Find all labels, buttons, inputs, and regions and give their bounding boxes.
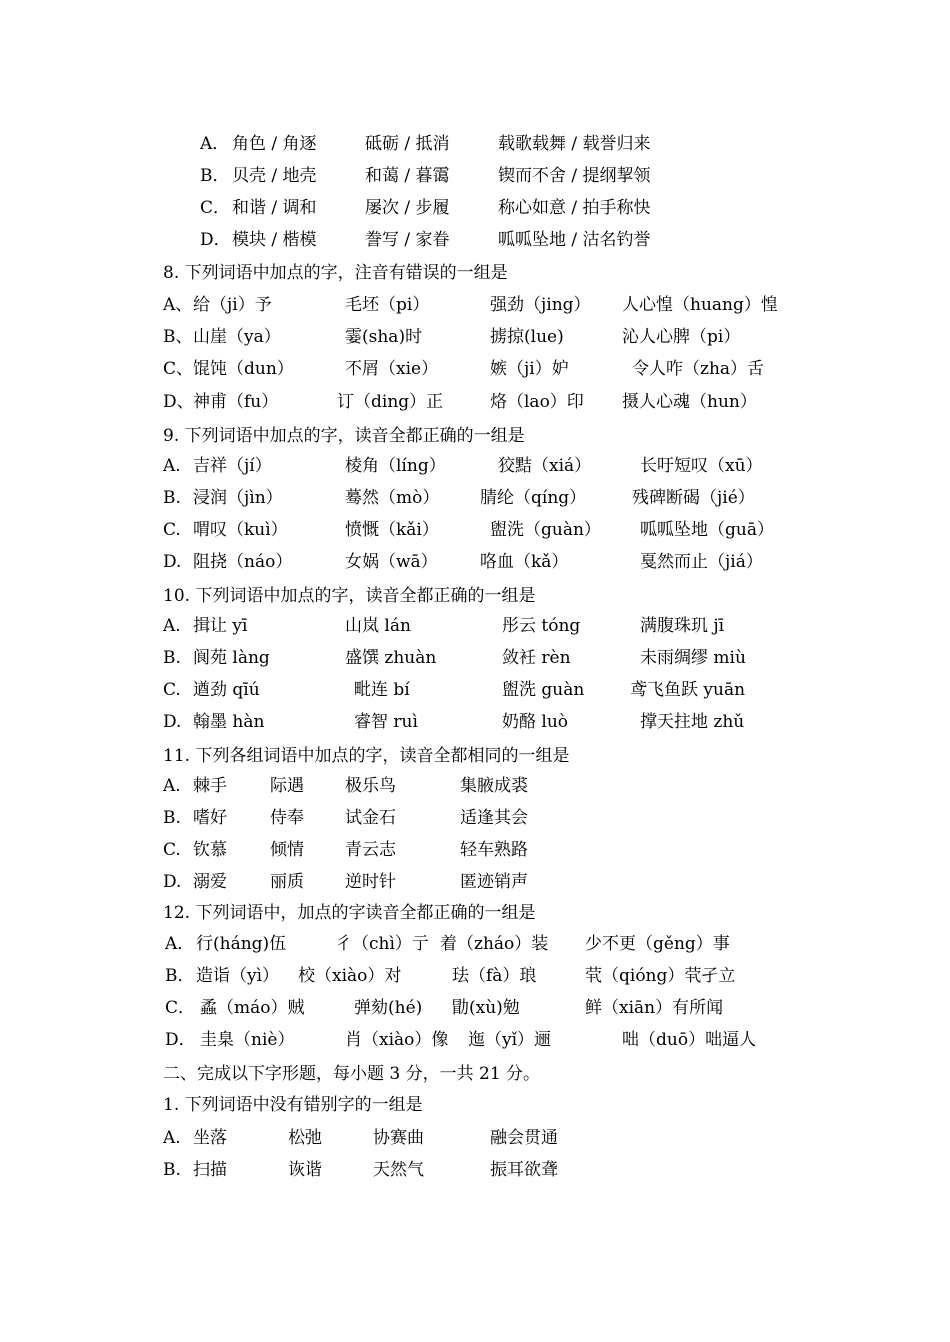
option-term: 吉祥（jí） [193, 456, 272, 476]
option-term: 贝壳 / 地壳 [232, 166, 317, 186]
option-label: C、 [163, 359, 194, 379]
option-term: 嗜好 [193, 808, 227, 828]
option-term: 咄（duō）咄逼人 [622, 1030, 757, 1050]
option-row [0, 869, 950, 895]
option-row [0, 1027, 950, 1053]
option-term: 珐（fà）琅 [452, 966, 537, 986]
option-term: 模块 / 楷模 [232, 230, 317, 250]
option-label: A. [163, 456, 181, 476]
option-term: 敛衽 rèn [502, 648, 571, 668]
option-term: 钦慕 [193, 840, 227, 860]
option-term: 融会贯通 [490, 1128, 558, 1148]
option-term: 馄饨（dun） [193, 359, 294, 379]
option-row [0, 645, 950, 671]
option-term: 残碑断碣（jié） [632, 488, 755, 508]
option-row [0, 453, 950, 479]
option-term: 翰墨 hàn [193, 712, 265, 732]
option-row [0, 613, 950, 639]
question-heading: 二、完成以下字形题，每小题 3 分，一共 21 分。 [163, 1064, 541, 1084]
option-term: 满腹珠玑 jī [640, 616, 725, 636]
option-term: 坐落 [193, 1128, 227, 1148]
option-label: A． [200, 134, 230, 154]
option-term: 山崖（ya） [193, 327, 281, 347]
option-term: 彤云 tóng [502, 616, 581, 636]
option-label: C. [163, 520, 181, 540]
option-term: 摄人心魂（hun） [622, 392, 757, 412]
option-term: 誊写 / 家眷 [365, 230, 450, 250]
option-label: D、 [163, 392, 194, 412]
option-term: 振耳欲聋 [490, 1160, 558, 1180]
option-label: A. [163, 616, 181, 636]
option-term: 蓦然（mò） [345, 488, 440, 508]
option-label: D. [163, 872, 182, 892]
option-term: 神甫（fu） [193, 392, 279, 412]
option-term: 毗连 bí [354, 680, 410, 700]
option-term: 行(háng)伍 [196, 934, 287, 954]
option-label: C． [165, 998, 196, 1018]
option-term: 扫描 [193, 1160, 227, 1180]
option-row [0, 1157, 950, 1183]
option-term: 令人咋（zha）舌 [632, 359, 765, 379]
option-term: 倾情 [270, 840, 304, 860]
option-term: 际遇 [270, 776, 304, 796]
option-term: 协赛曲 [373, 1128, 424, 1148]
option-label: B. [163, 1160, 181, 1180]
option-term: 棱角（líng） [345, 456, 446, 476]
option-label: D. [163, 552, 182, 572]
option-term: 丽质 [270, 872, 304, 892]
option-term: 阻挠（náo） [193, 552, 293, 572]
option-term: 人心惶（huang）惶 [622, 295, 778, 315]
option-row [0, 227, 950, 253]
option-row [0, 709, 950, 735]
option-term: 揖让 yī [193, 616, 248, 636]
option-term: 匿迹销声 [460, 872, 528, 892]
option-term: 霎(sha)时 [345, 327, 423, 347]
option-term: 喟叹（kuì） [193, 520, 288, 540]
option-term: 奶酪 luò [502, 712, 569, 732]
option-term: 浸润（jìn） [193, 488, 283, 508]
option-row [0, 292, 950, 318]
option-term: 角色 / 角逐 [232, 134, 317, 154]
option-term: 着（zháo）装 [440, 934, 549, 954]
option-term: 集腋成裘 [460, 776, 528, 796]
option-term: 毛坯（pi） [345, 295, 430, 315]
option-term: 嫉（ji）妒 [490, 359, 569, 379]
option-term: 勖(xù)勉 [452, 998, 520, 1018]
option-term: 撑天拄地 zhǔ [640, 712, 745, 732]
option-row [0, 549, 950, 575]
option-term: 弹劾(hé) [354, 998, 423, 1018]
question-heading: 10. 下列词语中加点的字，读音全都正确的一组是 [163, 586, 536, 606]
option-term: 盛馔 zhuàn [345, 648, 437, 668]
option-row [0, 837, 950, 863]
option-term: 逆时针 [345, 872, 396, 892]
option-term: 给（ji）予 [193, 295, 272, 315]
option-label: B. [163, 808, 181, 828]
option-term: 未雨绸缪 miù [640, 648, 746, 668]
option-term: 校（xiào）对 [298, 966, 402, 986]
option-term: 和谐 / 调和 [232, 198, 317, 218]
option-term: 锲而不舍 / 提纲挈领 [498, 166, 651, 186]
option-label: D. [163, 712, 182, 732]
option-term: 茕（qióng）茕孑立 [585, 966, 736, 986]
option-label: A. [163, 1128, 181, 1148]
option-row [0, 1125, 950, 1151]
option-term: 棘手 [193, 776, 227, 796]
option-term: 青云志 [345, 840, 396, 860]
option-term: 盥洗（guàn） [490, 520, 601, 540]
option-label: B. [163, 648, 181, 668]
option-label: D． [200, 230, 231, 250]
option-term: 屡次 / 步履 [365, 198, 450, 218]
option-term: 长吁短叹（xū） [640, 456, 763, 476]
option-term: 腈纶（qíng） [480, 488, 587, 508]
option-term: 阆苑 làng [193, 648, 270, 668]
option-term: 盥洗 guàn [502, 680, 585, 700]
option-term: 山岚 lán [345, 616, 411, 636]
question-heading: 8. 下列词语中加点的字，注音有错误的一组是 [163, 263, 508, 283]
option-term: 女娲（wā） [345, 552, 438, 572]
option-row [0, 931, 950, 957]
option-term: 鲜（xiān）有所闻 [585, 998, 724, 1018]
option-term: 咯血（kǎ） [480, 552, 569, 572]
option-term: 订（ding）正 [337, 392, 444, 412]
option-label: B. [163, 488, 181, 508]
option-term: 天然气 [373, 1160, 424, 1180]
option-label: C. [163, 840, 181, 860]
option-term: 肖（xiào）像 [345, 1030, 449, 1050]
option-term: 强劲（jing） [490, 295, 591, 315]
option-row [0, 963, 950, 989]
option-term: 蟊（máo）贼 [200, 998, 305, 1018]
option-label: B． [165, 966, 195, 986]
option-row [0, 485, 950, 511]
option-term: 造诣（yì） [196, 966, 280, 986]
question-heading: 12. 下列词语中，加点的字读音全都正确的一组是 [163, 903, 536, 923]
option-term: 不屑（xie） [345, 359, 439, 379]
option-term: 沁人心脾（pi） [622, 327, 741, 347]
option-term: 迤（yǐ）逦 [468, 1030, 552, 1050]
option-label: B． [200, 166, 230, 186]
option-term: 松弛 [288, 1128, 322, 1148]
option-label: B、 [163, 327, 193, 347]
option-term: 和蔼 / 暮霭 [365, 166, 450, 186]
option-term: 极乐鸟 [345, 776, 396, 796]
option-row [0, 995, 950, 1021]
option-term: 少不更（gěng）事 [585, 934, 730, 954]
option-label: D． [165, 1030, 196, 1050]
option-row [0, 356, 950, 382]
option-term: 睿智 ruì [354, 712, 418, 732]
option-term: 溺爱 [193, 872, 227, 892]
option-label: A． [165, 934, 195, 954]
option-label: A、 [163, 295, 193, 315]
option-row [0, 517, 950, 543]
option-term: 侍奉 [270, 808, 304, 828]
option-row [0, 773, 950, 799]
option-row [0, 805, 950, 831]
option-label: A. [163, 776, 181, 796]
option-term: 愤慨（kǎi） [345, 520, 439, 540]
option-row [0, 389, 950, 415]
option-term: 试金石 [345, 808, 396, 828]
option-term: 遒劲 qīú [193, 680, 260, 700]
option-term: 诙谐 [288, 1160, 322, 1180]
option-term: 砥砺 / 抵消 [365, 134, 450, 154]
question-heading: 9. 下列词语中加点的字，读音全都正确的一组是 [163, 426, 525, 446]
option-label: C. [163, 680, 181, 700]
option-row [0, 677, 950, 703]
option-term: 烙（lao）印 [490, 392, 584, 412]
option-term: 载歌载舞 / 载誉归来 [498, 134, 651, 154]
option-row [0, 195, 950, 221]
option-row [0, 163, 950, 189]
question-heading: 1. 下列词语中没有错别字的一组是 [163, 1095, 423, 1115]
option-term: 掳掠(lue) [490, 327, 564, 347]
question-heading: 11. 下列各组词语中加点的字，读音全都相同的一组是 [163, 746, 570, 766]
option-term: 适逢其会 [460, 808, 528, 828]
option-term: 称心如意 / 拍手称快 [498, 198, 651, 218]
option-row [0, 131, 950, 157]
option-term: 呱呱坠地（guā） [640, 520, 774, 540]
option-term: 戛然而止（jiá） [640, 552, 763, 572]
option-label: C． [200, 198, 231, 218]
option-term: 狡黠（xiá） [498, 456, 592, 476]
option-term: 呱呱坠地 / 沽名钓誉 [498, 230, 651, 250]
option-term: 鸢飞鱼跃 yuān [630, 680, 746, 700]
option-term: 轻车熟路 [460, 840, 528, 860]
option-term: 圭臬（niè） [200, 1030, 295, 1050]
option-row [0, 324, 950, 350]
option-term: 彳（chì）亍 [335, 934, 429, 954]
